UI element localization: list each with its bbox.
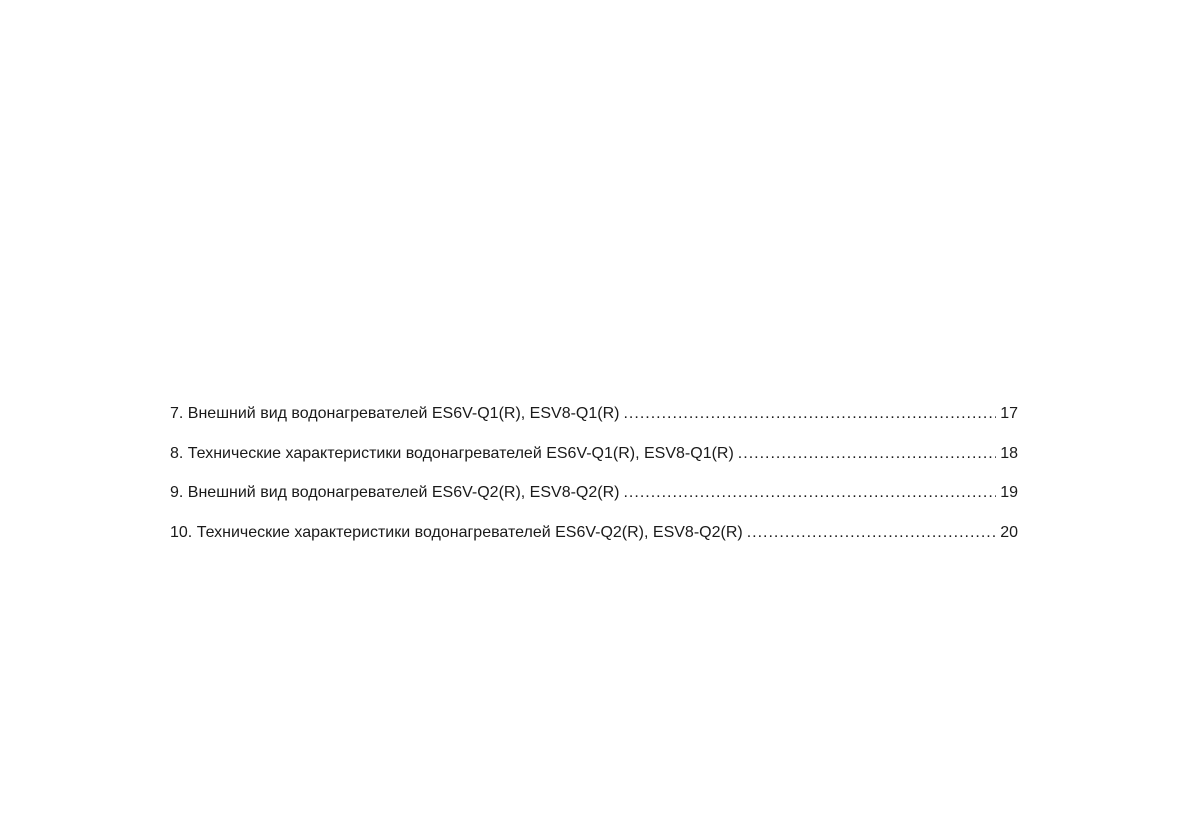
toc-entry-page-number: 17 [996,404,1018,424]
toc-entry-page-number: 19 [996,483,1018,503]
toc-entry-title: 9. Внешний вид водонагревателей ES6V-Q2(R), ESV8-Q2(R) [170,483,623,503]
toc-dot-leader [623,483,996,503]
toc-dot-leader [623,404,996,424]
toc-entry-title: 7. Внешний вид водонагревателей ES6V-Q1(R), ESV8-Q1(R) [170,404,623,424]
table-of-contents [170,404,1018,562]
toc-entry[interactable] [170,404,1018,424]
toc-dot-leader [738,444,996,464]
toc-dot-leader [747,523,997,543]
toc-entry[interactable] [170,483,1018,503]
toc-entry[interactable] [170,523,1018,543]
toc-entry-page-number: 18 [996,444,1018,464]
toc-entry[interactable] [170,444,1018,464]
toc-entry-title: 10. Технические характеристики водонагревателей ES6V-Q2(R), ESV8-Q2(R) [170,523,747,543]
toc-entry-title: 8. Технические характеристики водонагревателей ES6V-Q1(R), ESV8-Q1(R) [170,444,738,464]
toc-entry-page-number: 20 [996,523,1018,543]
